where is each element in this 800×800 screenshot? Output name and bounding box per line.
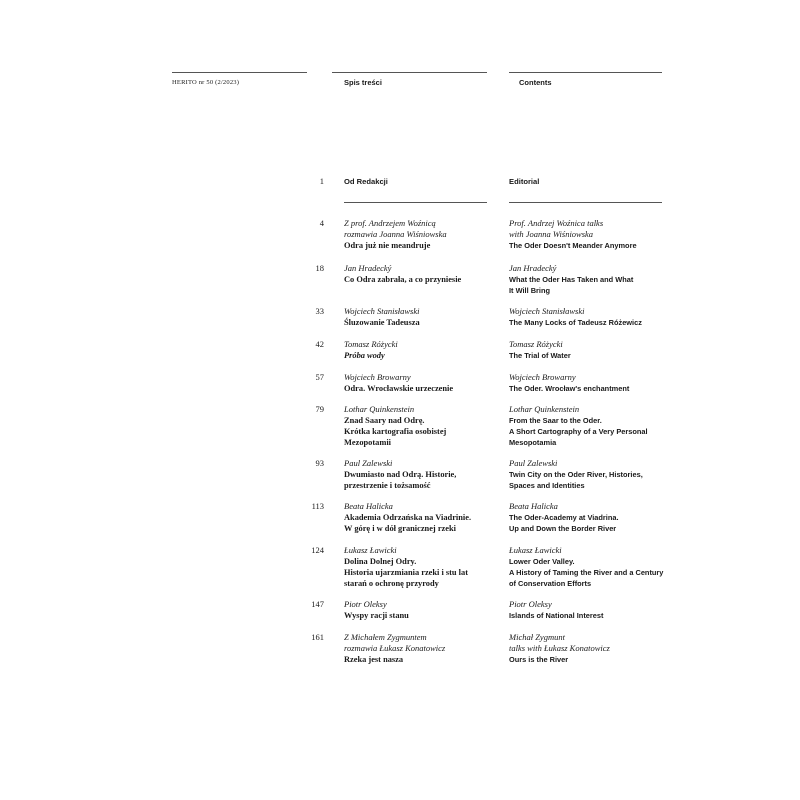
toc-pl-column[interactable] [344,306,494,328]
toc-title: Historia ujarzmiania rzeki i stu lat [344,568,468,577]
toc-title: The Oder-Academy at Viadrina. [509,513,619,522]
header-rule-en [509,72,662,73]
toc-en-column[interactable] [509,545,669,589]
toc-pl-column[interactable] [344,458,494,491]
toc-page-number: 93 [315,458,324,468]
toc-pl-column[interactable] [344,599,494,621]
toc-title: W górę i w dół granicznej rzeki [344,524,456,533]
toc-author: talks with Łukasz Konatowicz [509,643,610,653]
toc-en-column[interactable] [509,218,669,251]
toc-title: What the Oder Has Taken and What [509,275,634,284]
toc-title: Islands of National Interest [509,611,604,620]
toc-page-number: 161 [311,632,324,642]
toc-title: Akademia Odrzańska na Viadrinie. [344,513,472,522]
toc-title: Wyspy racji stanu [344,611,409,620]
toc-author: Paul Zalewski [344,458,393,468]
pl-heading: Spis treści [344,78,382,87]
toc-title: The Oder Doesn't Meander Anymore [509,241,637,250]
toc-title: Ours is the River [509,655,569,664]
toc-author: rozmawia Joanna Wiśniowska [344,229,447,239]
toc-title: Mesopotamia [509,438,557,447]
toc-en-column[interactable] [509,632,669,665]
toc-author: Wojciech Browarny [509,372,576,382]
toc-en-column[interactable] [509,501,669,534]
editorial-page: 1 [319,176,324,186]
toc-author: Lothar Quinkenstein [509,404,580,414]
toc-author: Wojciech Stanisławski [344,306,420,316]
toc-title: It Will Bring [509,286,550,295]
toc-author: Tomasz Różycki [344,339,398,349]
toc-title: Up and Down the Border River [509,524,617,533]
toc-title: Mezopotamii [344,438,391,447]
en-heading: Contents [519,78,552,87]
toc-author: Wojciech Stanisławski [509,306,585,316]
toc-author: Prof. Andrzej Woźnica talks [509,218,604,228]
toc-title: przestrzenie i tożsamość [344,481,431,490]
toc-page-number: 33 [315,306,324,316]
toc-page-number: 4 [319,218,324,228]
editorial-pl-title[interactable]: Od Redakcji [344,177,388,186]
toc-title: Odra już nie meandruje [344,241,431,250]
toc-page-number: 57 [315,372,324,382]
toc-author: Michał Zygmunt [509,632,565,642]
toc-title: The Oder. Wrocław's enchantment [509,384,630,393]
toc-author: rozmawia Łukasz Konatowicz [344,643,446,653]
toc-title: A Short Cartography of a Very Personal [509,427,648,436]
toc-en-column[interactable] [509,306,669,328]
toc-title: Próba wody [344,351,385,360]
toc-en-column[interactable] [509,458,669,491]
toc-title: Odra. Wrocławskie urzeczenie [344,384,454,393]
toc-title: of Conservation Efforts [509,579,592,588]
toc-en-column[interactable] [509,339,669,361]
editorial-rule-en [509,202,662,203]
toc-pl-column[interactable] [344,339,494,361]
toc-pl-column[interactable] [344,263,494,285]
toc-title: Dwumiasto nad Odrą. Historie, [344,470,457,479]
toc-author: Jan Hradecký [344,263,392,273]
toc-title: Co Odra zabrała, a co przyniesie [344,275,462,284]
journal-issue: HERITO nr 50 (2/2023) [172,79,240,86]
toc-author: Łukasz Ławicki [344,545,397,555]
toc-en-column[interactable] [509,263,669,296]
toc-pl-column[interactable] [344,404,494,448]
toc-title: Rzeka jest nasza [344,655,404,664]
toc-pl-column[interactable] [344,545,494,589]
toc-en-column[interactable] [509,599,669,621]
toc-title: The Many Locks of Tadeusz Różewicz [509,318,642,327]
toc-title: Dolina Dolnej Odry. [344,557,417,566]
toc-author: Lothar Quinkenstein [344,404,415,414]
toc-title: Lower Oder Valley. [509,557,575,566]
toc-author: Wojciech Browarny [344,372,411,382]
toc-title: Znad Saary nad Odrę. [344,416,425,425]
toc-author: Łukasz Ławicki [509,545,562,555]
toc-title: The Trial of Water [509,351,571,360]
toc-pl-column[interactable] [344,501,494,534]
header-rule-left [172,72,307,73]
toc-title: Twin City on the Oder River, Histories, [509,470,643,479]
toc-author: Beata Halicka [509,501,558,511]
toc-page-number: 79 [315,404,324,414]
toc-en-column[interactable] [509,372,669,394]
toc-pl-column[interactable] [344,372,494,394]
toc-author: Jan Hradecký [509,263,557,273]
toc-author: Piotr Oleksy [509,599,552,609]
toc-page-number: 124 [311,545,324,555]
toc-en-column[interactable] [509,404,669,448]
toc-author: Z prof. Andrzejem Woźnicą [344,218,436,228]
toc-title: Spaces and Identities [509,481,585,490]
toc-title: starań o ochronę przyrody [344,579,439,588]
toc-page-number: 147 [311,599,324,609]
toc-author: Z Michałem Zygmuntem [344,632,427,642]
toc-title: Krótka kartografia osobistej [344,427,447,436]
editorial-rule-pl [344,202,487,203]
toc-title: From the Saar to the Oder. [509,416,602,425]
toc-pl-column[interactable] [344,218,494,251]
header-rule-pl [332,72,487,73]
toc-page-number: 18 [315,263,324,273]
toc-pl-column[interactable] [344,632,494,665]
editorial-en-title[interactable]: Editorial [509,177,540,186]
toc-page-number: 113 [311,501,324,511]
toc-title: A History of Taming the River and a Century [509,568,664,577]
toc-title: Śluzowanie Tadeusza [344,318,420,327]
toc-author: Tomasz Różycki [509,339,563,349]
toc-author: Paul Zalewski [509,458,558,468]
toc-author: with Joanna Wiśniowska [509,229,594,239]
toc-author: Piotr Oleksy [344,599,387,609]
toc-author: Beata Halicka [344,501,393,511]
toc-page-number: 42 [315,339,324,349]
